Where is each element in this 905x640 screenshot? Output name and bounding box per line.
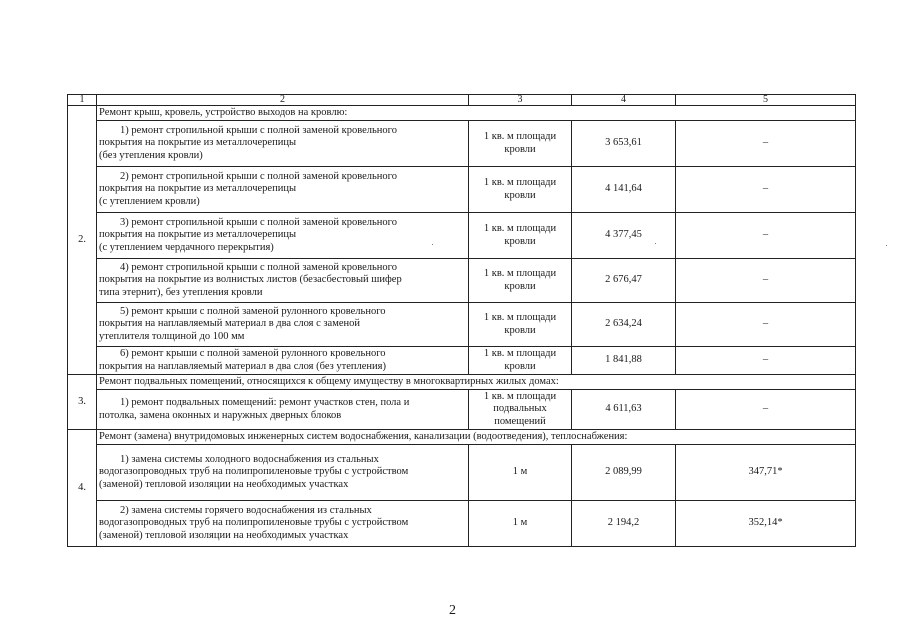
section-row — [68, 375, 856, 390]
description-line: 4) ремонт стропильной крыши с полной заменой кровельного — [120, 261, 397, 273]
header-cell-3: 3 — [469, 95, 572, 106]
table-row — [68, 121, 856, 167]
unit-price: 3 653,61 — [572, 121, 676, 167]
unit-price: 4 141,64 — [572, 167, 676, 213]
unit-line: кровли — [504, 189, 536, 201]
extra-cost: – — [676, 121, 856, 167]
description-line: 1) замена системы холодного водоснабжения из стальных — [120, 453, 379, 465]
table-row — [68, 390, 856, 430]
unit-of-measure — [469, 213, 572, 259]
table-row — [68, 213, 856, 259]
header-cell-5: 5 — [676, 95, 856, 106]
section-title-text: Ремонт подвальных помещений, относящихся к общему имуществу в многоквартирных жилых домах: — [99, 375, 559, 387]
extra-cost: – — [676, 390, 856, 430]
description-line: типа этернит), без утепления кровли — [99, 286, 263, 298]
unit-of-measure — [469, 501, 572, 547]
extra-cost: – — [676, 303, 856, 347]
description-line: 1) ремонт подвальных помещений: ремонт участков стен, пола и — [120, 397, 410, 408]
description-line: 1) ремонт стропильной крыши с полной заменой кровельного — [120, 124, 397, 136]
unit-of-measure — [469, 167, 572, 213]
description-line: утеплителя толщиной до 100 мм — [99, 330, 245, 342]
unit-line: 1 кв. м площади — [483, 131, 557, 142]
section-number: 4. — [68, 430, 97, 547]
description-line: (с утеплением чердачного перекрытия) — [99, 241, 274, 253]
unit-of-measure — [469, 390, 572, 430]
work-description — [97, 121, 469, 167]
description-line: 6) ремонт крыши с полной заменой рулонного кровельного — [120, 348, 386, 359]
extra-cost: – — [676, 347, 856, 375]
unit-price: 2 676,47 — [572, 259, 676, 303]
description-line: покрытия на покрытие из металлочерепицы — [99, 183, 296, 195]
unit-price: 2 194,2 — [572, 501, 676, 547]
unit-line: 1 кв. м площади — [483, 177, 557, 188]
unit-of-measure — [469, 347, 572, 375]
unit-of-measure — [469, 121, 572, 167]
table-row — [68, 303, 856, 347]
unit-of-measure — [469, 303, 572, 347]
description-line: 2) замена системы горячего водоснабжения из стальных — [120, 504, 372, 516]
description-line: 3) ремонт стропильной крыши с полной заменой кровельного — [120, 216, 397, 228]
work-description — [97, 213, 469, 259]
table-row — [68, 259, 856, 303]
unit-line: 1 кв. м площади — [483, 312, 557, 323]
extra-cost: 347,71* — [676, 445, 856, 501]
description-line: 2) ремонт стропильной крыши с полной заменой кровельного — [120, 170, 397, 182]
description-line: покрытия на покрытие из металлочерепицы — [99, 229, 296, 241]
unit-price: 4 611,63 — [572, 390, 676, 430]
description-line: (с утеплением кровли) — [99, 195, 200, 207]
unit-line: кровли — [504, 143, 536, 155]
description-line: потолка, замена оконных и наружных дверных блоков — [99, 409, 342, 421]
unit-line: кровли — [504, 235, 536, 247]
section-number: 3. — [68, 375, 97, 430]
unit-line: кровли — [504, 324, 536, 336]
section-title — [97, 106, 856, 121]
work-description — [97, 390, 469, 430]
unit-line: кровли — [504, 360, 536, 372]
extra-cost: – — [676, 213, 856, 259]
work-description — [97, 347, 469, 375]
description-line: (без утепления кровли) — [99, 149, 203, 161]
description-line: водогазопроводных труб на полипропиленовые трубы с устройством — [99, 466, 409, 478]
section-title — [97, 430, 856, 445]
scan-speck — [432, 244, 433, 245]
unit-line: 1 кв. м площади — [483, 348, 557, 359]
description-line: покрытия на наплавляемый материал в два слоя с заменой — [99, 318, 361, 330]
section-row — [68, 106, 856, 121]
section-title-text: Ремонт (замена) внутридомовых инженерных систем водоснабжения, канализации (водоотведения), теплоснабжения: — [99, 430, 628, 442]
extra-cost: – — [676, 167, 856, 213]
table-header-row — [68, 95, 856, 106]
table-row — [68, 501, 856, 547]
scan-speck — [886, 245, 887, 246]
table-row — [68, 347, 856, 375]
unit-line: 1 кв. м площади — [483, 268, 557, 279]
section-title — [97, 375, 856, 390]
table-row — [68, 445, 856, 501]
table-row — [68, 167, 856, 213]
description-line: 5) ремонт крыши с полной заменой рулонного кровельного — [120, 305, 386, 317]
header-cell-2: 2 — [97, 95, 469, 106]
description-line: (заменой) тепловой изоляции на необходимых участках — [99, 478, 349, 490]
unit-line: подвальных — [493, 403, 547, 415]
unit-price: 2 634,24 — [572, 303, 676, 347]
unit-of-measure — [469, 445, 572, 501]
extra-cost: 352,14* — [676, 501, 856, 547]
header-cell-4: 4 — [572, 95, 676, 106]
unit-line: 1 кв. м площади — [483, 223, 557, 234]
description-line: (заменой) тепловой изоляции на необходимых участках — [99, 529, 349, 541]
work-description — [97, 303, 469, 347]
unit-line: 1 м — [512, 466, 528, 478]
rates-table — [67, 94, 856, 547]
scan-speck — [655, 243, 656, 244]
unit-line: 1 м — [512, 517, 528, 529]
work-description — [97, 167, 469, 213]
page-number: 2 — [449, 603, 456, 618]
unit-of-measure — [469, 259, 572, 303]
unit-price: 2 089,99 — [572, 445, 676, 501]
work-description — [97, 501, 469, 547]
description-line: водогазопроводных труб на полипропиленовые трубы с устройством — [99, 517, 409, 529]
extra-cost: – — [676, 259, 856, 303]
description-line: покрытия на покрытие из металлочерепицы — [99, 137, 296, 149]
header-cell-1: 1 — [68, 95, 97, 106]
section-row — [68, 430, 856, 445]
unit-price: 4 377,45 — [572, 213, 676, 259]
unit-line: кровли — [504, 280, 536, 292]
section-number: 2. — [68, 106, 97, 375]
unit-line: помещений — [494, 415, 546, 427]
description-line: покрытия на покрытие из волнистых листов (безасбестовый шифер — [99, 274, 402, 286]
description-line: покрытия на наплавляемый материал в два слоя (без утепления) — [99, 360, 386, 372]
work-description — [97, 259, 469, 303]
work-description — [97, 445, 469, 501]
unit-line: 1 кв. м площади — [483, 390, 557, 402]
section-title-text: Ремонт крыш, кровель, устройство выходов на кровлю: — [99, 106, 348, 118]
unit-price: 1 841,88 — [572, 347, 676, 375]
